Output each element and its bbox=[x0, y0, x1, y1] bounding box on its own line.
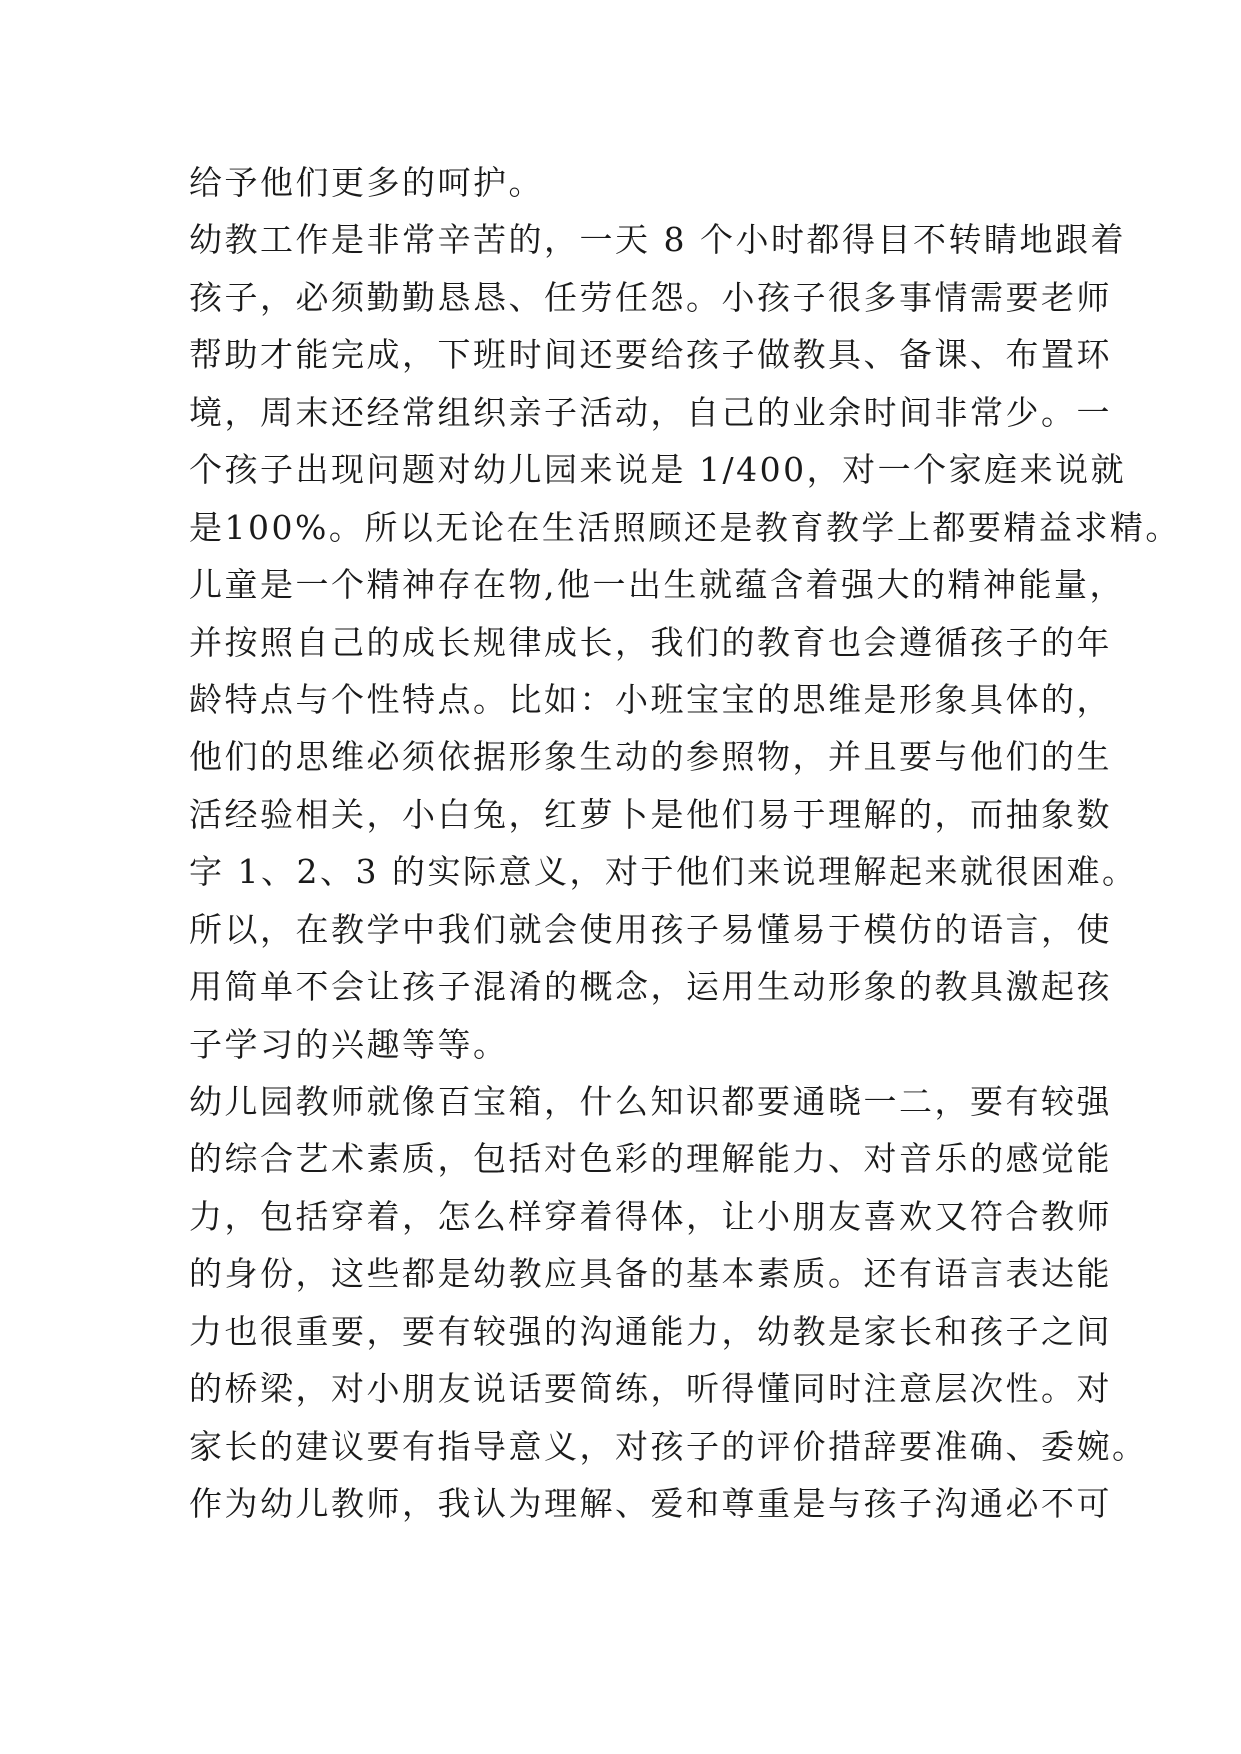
text-line: 个孩子出现问题对幼儿园来说是 1/400，对一个家庭来说就 bbox=[189, 450, 1127, 490]
text-line: 境，周末还经常组织亲子活动，自己的业余时间非常少。一 bbox=[189, 392, 1112, 432]
text-line: 子学习的兴趣等等。 bbox=[189, 1024, 509, 1064]
text-line: 帮助才能完成，下班时间还要给孩子做教具、备课、布置环 bbox=[189, 335, 1112, 375]
text-line: 力，包括穿着，怎么样穿着得体，让小朋友喜欢又符合教师 bbox=[189, 1196, 1112, 1236]
text-line: 作为幼儿教师，我认为理解、爱和尊重是与孩子沟通必不可 bbox=[189, 1484, 1112, 1524]
text-line: 幼教工作是非常辛苦的，一天 8 个小时都得目不转睛地跟着 bbox=[189, 220, 1126, 260]
text-line: 给予他们更多的呵护。 bbox=[189, 163, 544, 202]
text-line: 孩子，必须勤勤恳恳、任劳任怨。小孩子很多事情需要老师 bbox=[189, 277, 1112, 317]
body-text bbox=[189, 154, 1181, 1533]
text-line: 用简单不会让孩子混淆的概念，运用生动形象的教具激起孩 bbox=[189, 967, 1112, 1007]
text-line: 并按照自己的成长规律成长，我们的教育也会遵循孩子的年 bbox=[189, 622, 1112, 662]
text-line: 幼儿园教师就像百宝箱，什么知识都要通晓一二，要有较强 bbox=[189, 1082, 1112, 1121]
text-line: 的身份，这些都是幼教应具备的基本素质。还有语言表达能 bbox=[189, 1254, 1112, 1294]
text-line: 是100%。所以无论在生活照顾还是教育教学上都要精益求精。 bbox=[189, 507, 1181, 547]
text-line: 力也很重要，要有较强的沟通能力，幼教是家长和孩子之间 bbox=[189, 1311, 1112, 1351]
text-line: 的桥梁，对小朋友说话要简练，听得懂同时注意层次性。对 bbox=[189, 1369, 1112, 1409]
text-line: 家长的建议要有指导意义，对孩子的评价措辞要准确、委婉。 bbox=[189, 1426, 1148, 1466]
text-line: 字 1、2、3 的实际意义，对于他们来说理解起来就很困难。 bbox=[189, 852, 1138, 892]
text-line: 儿童是一个精神存在物,他一出生就蕴含着强大的精神能量， bbox=[189, 565, 1125, 605]
text-line: 的综合艺术素质，包括对色彩的理解能力、对音乐的感觉能 bbox=[189, 1139, 1112, 1179]
text-line: 活经验相关，小白兔，红萝卜是他们易于理解的，而抽象数 bbox=[189, 794, 1112, 834]
text-line: 龄特点与个性特点。比如：小班宝宝的思维是形象具体的， bbox=[189, 679, 1112, 719]
text-line: 他们的思维必须依据形象生动的参照物，并且要与他们的生 bbox=[189, 737, 1112, 777]
text-line: 所以，在教学中我们就会使用孩子易懂易于模仿的语言，使 bbox=[189, 909, 1112, 949]
